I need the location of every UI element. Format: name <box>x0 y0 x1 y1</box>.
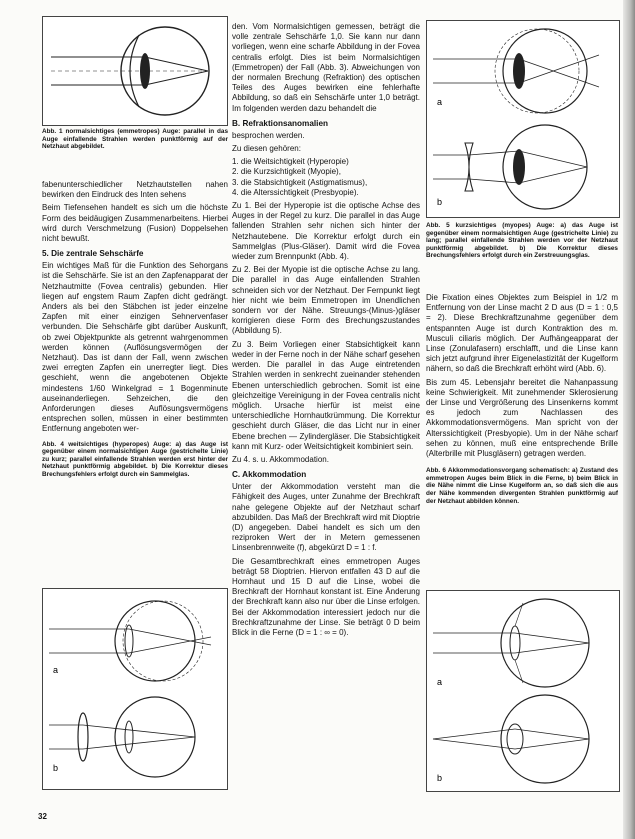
paragraph: Beim Tiefensehen handelt es sich um die höchste Form des beidäugigen Zusammenarbeitens. Hierbei wird durch Verschmelzung (Fusion) Doppelsehen nicht bewußt. <box>42 203 228 244</box>
paragraph: Zu 3. Beim Vorliegen einer Stabsichtigkeit kann weder in der Ferne noch in der Nähe scharf gesehen werden. Die parallel in das Auge eintretenden Strahlen werden in senkrecht zueinander stehenden Ebenen unterschiedlich gebrochen. Somit ist eine gleichzeitige Vereinigung in der Fovea centralis nicht möglich. Ursache hierfür ist meist eine unterschiedliche Hornhautkrümmung. Die Korrektur geschieht durch Gläser, die das Licht nur in einer Ebene brechen — Zylindergläser. Die Stabsichtigkeit kann mit Kurz- oder Weitsichtigkeit kombiniert sein. <box>232 339 420 451</box>
refraction-list: 1. die Weitsichtigkeit (Hyperopie) 2. die Kurzsichtigkeit (Myopie), 3. die Stabsichtigkeit (Astigmatismus), 4. die Alterssichtigkeit (Presbyopie). <box>232 157 368 197</box>
figure-caption: Abb. 6 Akkommodationsvorgang schematisch: a) Zustand des emmetropen Auges beim Blick in die Ferne, b) beim Blick in die Nähe nimmt die Linse Kugelform an, so daß sich die aus der Nähe kommenden divergenten Strahlen punktförmig auf der Netzhaut abbilden können. <box>426 467 618 505</box>
paragraph: Zu 2. Bei der Myopie ist die optische Achse zu lang. Die parallel in das Auge einfallenden Strahlen schneiden sich vor der Netzhaut. Der Fernpunkt liegt hier nicht wie beim Emmetropen im Unendlichen sondern vor der Nähe. Streuungs-(Minus-)gläser korrigieren diese Form des Brechungszustandes (Abbildung 5). <box>232 265 420 336</box>
paragraph: den. Vom Normalsichtigen gemessen, beträgt die volle zentrale Sehschärfe 1,0. Sie kann nur dann vorliegen, wenn eine scharfe Abbildung in der Fovea centralis erfolgt. Dies ist beim Normalsichtigen (Emmetropen) der Fall (Abb. 3). Abweichungen von der normalen Brechung (Refraktion) des optischen Teiles des Auges bewirken eine fehlerhafte Abbildung, so daß ein Sehschärfe unter 1,0 beträgt. Im folgenden werden dazu behandelt die <box>232 22 420 113</box>
paragraph: Zu 4. s. u. Akkommodation. <box>232 454 329 464</box>
figure-caption: Abb. 1 normalsichtiges (emmetropes) Auge: parallel in das Auge einfallende Strahlen werden punktförmig auf der Netzhaut abgebildet. <box>42 128 228 151</box>
paragraph: Bis zum 45. Lebensjahr bereitet die Nahanpassung keine Schwierigkeit. Mit zunehmender Sklerosierung der Linse und Vergrößerung des Linsenkerns kommt es jedoch zum Nachlassen des Akkommodationsvermögens. Man spricht von der Alterssichtigkeit (Presbyopie). Um in der Nähe scharf sehen zu können, muß eine entsprechende Brille (Alterbrille mit Plusgläsern) getragen werden. <box>426 377 618 459</box>
figure-label-b: b <box>53 763 59 773</box>
figure-caption: Abb. 5 kurzsichtiges (myopes) Auge: a) das Auge ist gegenüber einem normalsichtigen Auge (gestrichelte Linie) zu lang; parallel einfallende Strahlen werden vor der Netzhaut punktförmig abgebildet. b) Die Korrektur dieses Brechungsfehlers erfolgt durch ein Zerstreuungsglas. <box>426 222 618 260</box>
paragraph: Ein wichtiges Maß für die Funktion des Sehorgans ist die Sehschärfe. Sie ist an den Zapfenapparat der Netzhautmitte (Fovea centralis) gebunden. Hier liegen auf engstem Raum Zapfen dicht gedrängt. Anders als bei den Stäbchen ist jeder einzelne Zapfen mit einer einzigen Sehnervenfaser verbunden. Die Sehschärfe gibt darüber Auskunft, ob zwei Objektpunkte als getrennt wahrgenommen werden können (Auflösungsvermögen der Netzhaut). Das ist dann der Fall, wenn zwischen zwei erregten Zapfen ein unerregter liegt. Dies geschieht, wenn die angebotenen Objekte mindestens 1/60 Winkelgrad = 1 Bogenminute auseinanderliegen. Sehzeichen, die den Anforderungen dieses Auflösungsvermögens entsprechen sollen, müssen in einer bestimmten Entfernung angeboten wer- <box>42 261 228 434</box>
section-heading: B. Refraktionsanomalien <box>232 118 328 128</box>
paragraph: Zu diesen gehören: <box>232 144 301 154</box>
figure-label-a: a <box>437 97 443 107</box>
paragraph: Unter der Akkommodation versteht man die Fähigkeit des Auges, unter Zunahme der Brechkraft nahe gelegene Objekte auf der Netzhaut scharf abzubilden. Das Maß der Brechkraft wird mit Dioptrie (D) angegeben. Dabei handelt es sich um den reziproken Wert der in Metern gemessenen Linsenbrennweite (f), abgekürzt D = 1 : f. <box>232 482 420 553</box>
myopic-eye-diagram <box>427 21 619 217</box>
section-heading: C. Akkommodation <box>232 470 307 480</box>
paragraph: Die Gesamtbrechkraft eines emmetropen Auges beträgt 58 Dioptrien. Hiervon entfallen 43 D auf die Hornhaut und 15 D auf die Linse, wobei die Brechkraft der Hornhaut konstant ist. Eine Änderung der Brechkraft kann also nur über die Linse erfolgen. Bei der Akkommodation interessiert jedoch nur die Brechkraftzunahme der Linse. Sie beträgt 0 D beim Blick in die Ferne (D = 1 : ∞ = 0). <box>232 556 420 637</box>
column-3 <box>426 293 618 505</box>
paragraph: Zu 1. Bei der Hyperopie ist die optische Achse des Auges in der Regel zu kurz. Die parallel in das Auge fallenden Strahlen sehr nichen sich hinter der Netzhautebene. Die Korrektur erfolgt durch ein Sammelglas (Plus-Gläser). Damit wird die Fovea wieder zum Brennpunkt (Abb. 4). <box>232 201 420 262</box>
column-1 <box>42 180 228 479</box>
figure-label-a: a <box>437 677 443 687</box>
caption-fig5 <box>426 222 618 260</box>
figure-accommodation <box>426 590 620 792</box>
page-edge-shadow <box>623 0 635 839</box>
accommodation-diagram <box>427 591 619 791</box>
page-number: 32 <box>38 812 47 821</box>
hyperopic-eye-diagram <box>43 589 227 789</box>
figure-label-a: a <box>53 665 59 675</box>
figure-myopic-eye <box>426 20 620 218</box>
figure-hyperopic-eye <box>42 588 228 790</box>
paragraph: besprochen werden. <box>232 130 305 140</box>
paragraph: fabenunterschiedlicher Netzhautstellen nahen bewirken den Eindruck des Inten sehens <box>42 180 228 200</box>
paragraph: Die Fixation eines Objektes zum Beispiel in 1/2 m Entfernung von der Linse macht 2 D aus (D = 1 : 0,5 = 2). Diese Brechkraftzunahme gegenüber dem entspannten Auge ist durch Kontraktion des m. Musculi ciliaris möglich. Der Aufhängeapparat der Linse (Zonulafasern) erschlafft, und die Linse kann sich jetzt aufgrund ihrer Eigenelastizität der Kugelform nähern, so daß die Brechkraft erhöht wird (Abb. 6). <box>426 293 618 374</box>
column-2 <box>232 22 420 641</box>
figure-label-b: b <box>437 197 443 207</box>
figure-caption: Abb. 4 weitsichtiges (hyperopes) Auge: a) das Auge ist gegenüber einem normalsichtigen Auge (gestrichelte Linie) zu kurz; parallel einfallende Strahlen werden erst hinter der Netzhaut punktförmig abgebildet. b) Die Korrektur dieses Brechungsfehlers erfolgt durch ein Sammelglas. <box>42 440 228 479</box>
section-heading: 5. Die zentrale Sehschärfe <box>42 249 144 259</box>
caption-fig3 <box>42 128 228 151</box>
figure-label-b: b <box>437 773 443 783</box>
figure-emmetropic-eye <box>42 16 228 126</box>
emmetropic-eye-diagram <box>43 17 227 125</box>
